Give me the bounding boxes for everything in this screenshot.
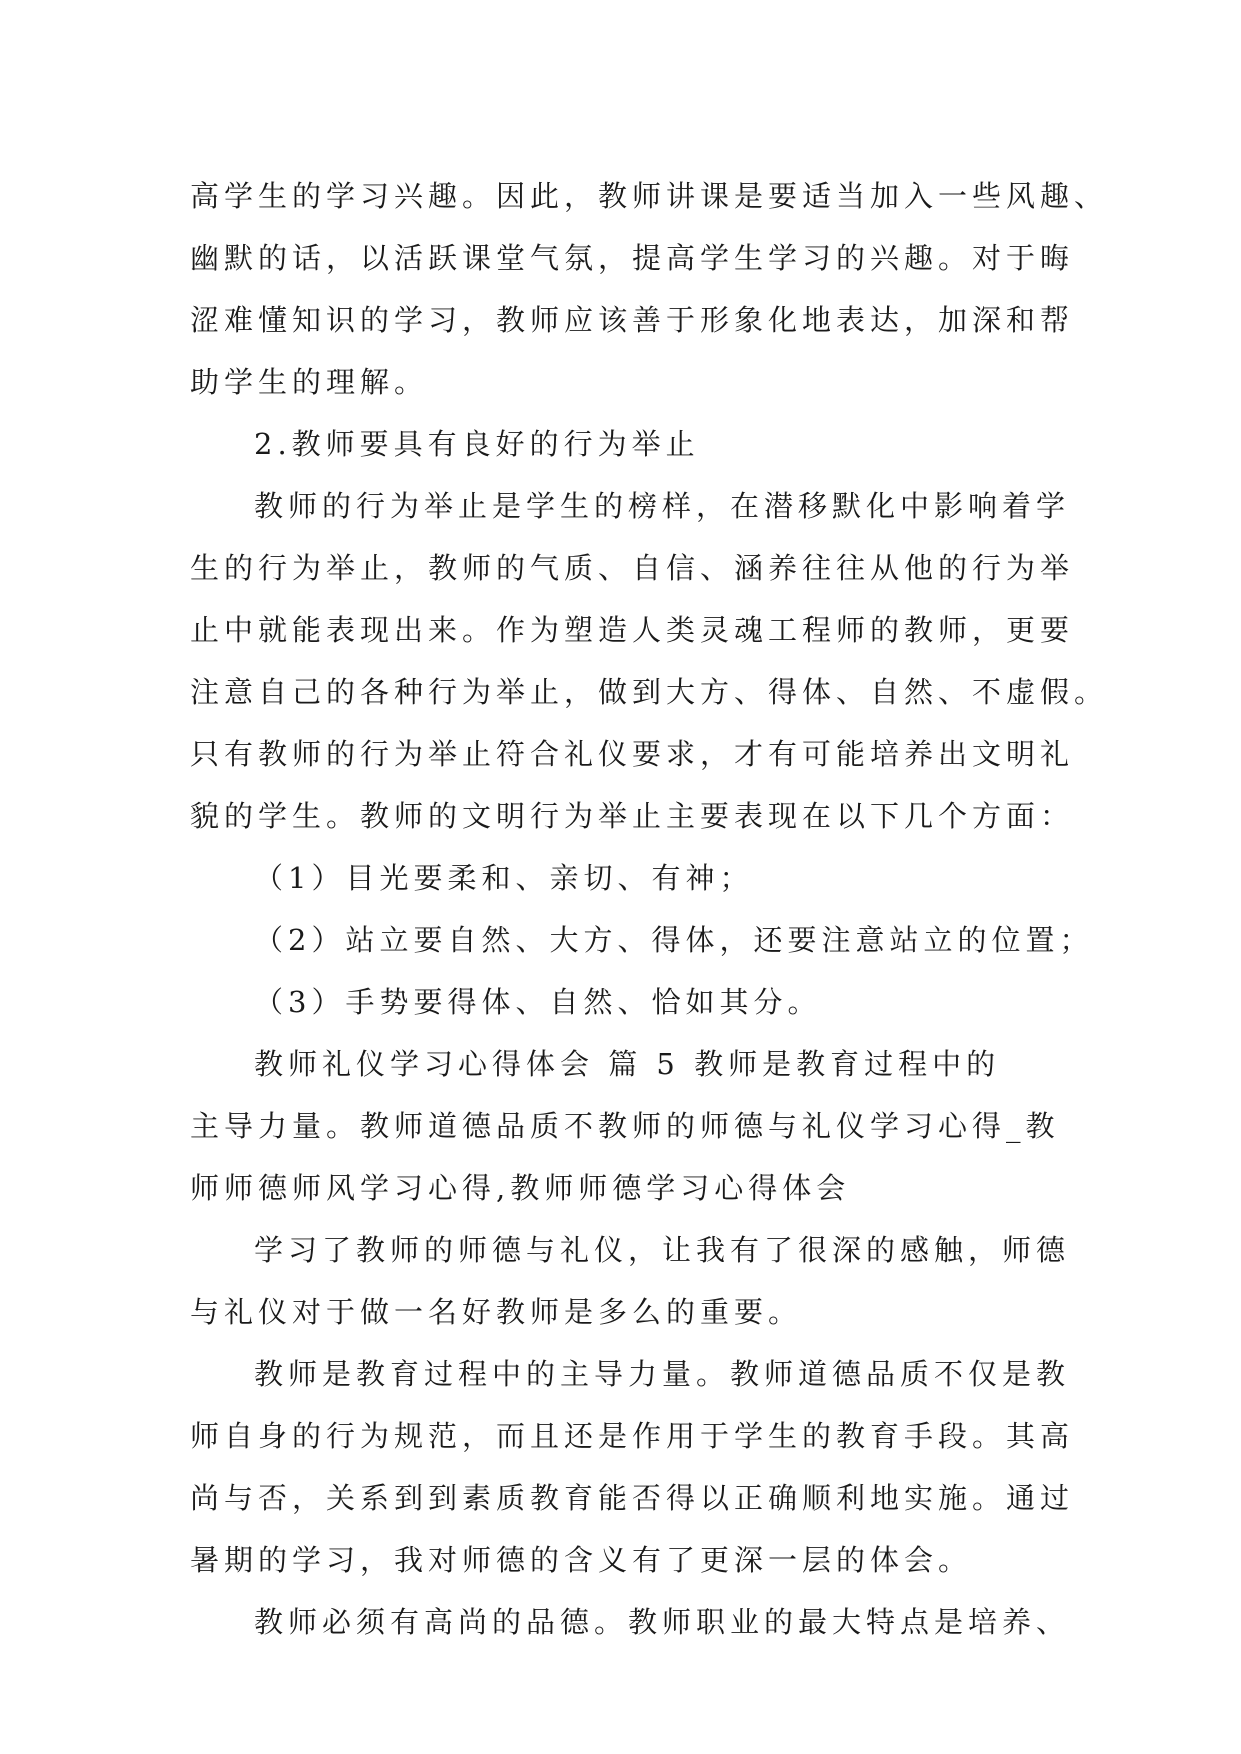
text-line: 尚与否，关系到到素质教育能否得以正确顺利地实施。通过	[190, 1481, 1075, 1515]
text-line: 暑期的学习，我对师德的含义有了更深一层的体会。	[190, 1543, 973, 1577]
text-line: 幽默的话，以活跃课堂气氛，提高学生学习的兴趣。对于晦	[190, 241, 1075, 275]
text-line: （2）站立要自然、大方、得体，还要注意站立的位置；	[254, 923, 1094, 957]
text-line: 教师的行为举止是学生的榜样，在潜移默化中影响着学	[254, 489, 1071, 523]
text-line: （1）目光要柔和、亲切、有神；	[254, 861, 754, 895]
text-line: 注意自己的各种行为举止，做到大方、得体、自然、不虚假。	[190, 675, 1109, 709]
text-line: 教师必须有高尚的品德。教师职业的最大特点是培养、	[254, 1605, 1071, 1639]
text-line: 学习了教师的师德与礼仪，让我有了很深的感触，师德	[254, 1233, 1071, 1267]
text-line: 教师是教育过程中的主导力量。教师道德品质不仅是教	[254, 1357, 1071, 1391]
text-line: 与礼仪对于做一名好教师是多么的重要。	[190, 1295, 803, 1329]
text-line: 师师德师风学习心得,教师师德学习心得体会	[190, 1171, 851, 1205]
text-line: 助学生的理解。	[190, 365, 429, 399]
text-line: 2.教师要具有良好的行为举止	[254, 427, 700, 461]
text-line: 教师礼仪学习心得体会 篇 5 教师是教育过程中的	[254, 1047, 1001, 1081]
text-line: 师自身的行为规范，而且还是作用于学生的教育手段。其高	[190, 1419, 1075, 1453]
text-line: 主导力量。教师道德品质不教师的师德与礼仪学习心得_教	[190, 1109, 1060, 1143]
text-line: 生的行为举止，教师的气质、自信、涵养往往从他的行为举	[190, 551, 1075, 585]
document-body	[190, 165, 1109, 1653]
text-line: 止中就能表现出来。作为塑造人类灵魂工程师的教师，更要	[190, 613, 1075, 647]
text-line: 涩难懂知识的学习，教师应该善于形象化地表达，加深和帮	[190, 303, 1075, 337]
text-line: 只有教师的行为举止符合礼仪要求，才有可能培养出文明礼	[190, 737, 1075, 771]
text-line: （3）手势要得体、自然、恰如其分。	[254, 985, 822, 1019]
text-line: 高学生的学习兴趣。因此，教师讲课是要适当加入一些风趣、	[190, 179, 1109, 213]
text-line: 貌的学生。教师的文明行为举止主要表现在以下几个方面：	[190, 799, 1075, 833]
